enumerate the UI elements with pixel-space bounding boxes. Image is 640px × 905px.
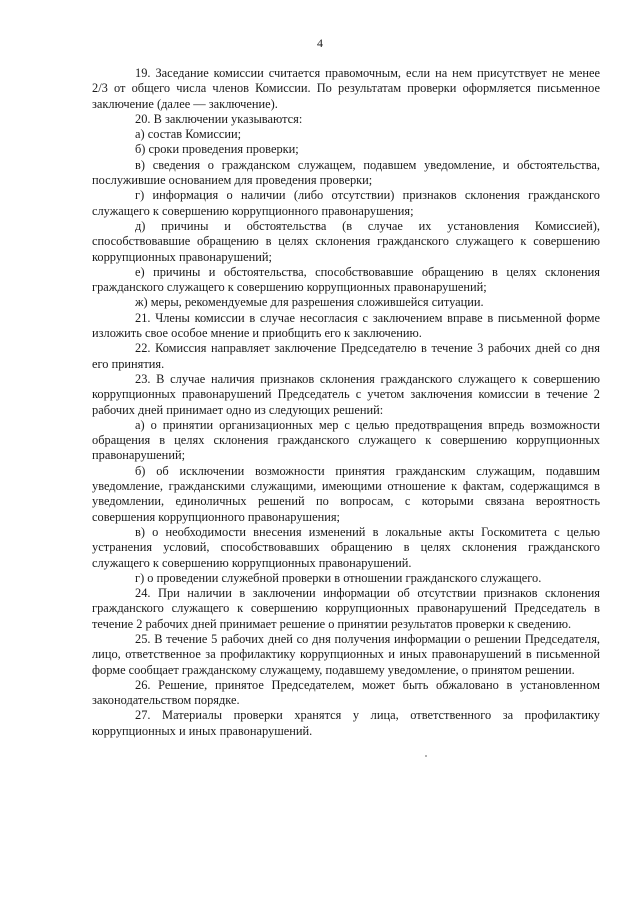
clause-20-item-v: в) сведения о гражданском служащем, подавшем уведомление, и обстоятельства, послужившие основанием для проведения проверки; [92,157,600,188]
clause-20-item-e: е) причины и обстоятельства, способствовавшие обращению в целях склонения гражданского служащего к совершению коррупционных правонарушений; [92,264,600,295]
clause-20-item-d: д) причины и обстоятельства (в случае их установления Комиссией), способствовавшие обращению в целях склонения гражданского служащего к совершению коррупционных правонарушений; [92,218,600,264]
clause-25: 25. В течение 5 рабочих дней со дня получения информации о решении Председателя, лицо, ответственное за профилактику коррупционных и иных правонарушений в письменной форме сообщает гражданскому служащему, подавшему уведомление, о принятом решении. [92,631,600,677]
clause-23-item-b: б) об исключении возможности принятия гражданским служащим, подавшим уведомление, гражданскими служащими, имеющими отношение к фактам, содержащимся в уведомлении, единоличных решений по вопросам, с которыми связана вероятность совершения коррупционного правонарушения; [92,463,600,524]
clause-23: 23. В случае наличия признаков склонения гражданского служащего к совершению коррупционных правонарушений Председатель с учетом заключения комиссии в течение 2 рабочих дней принимает одно из следующих решений: [92,371,600,417]
clause-19: 19. Заседание комиссии считается правомочным, если на нем присутствует не менее 2/3 от общего числа членов Комиссии. По результатам проверки оформляется письменное заключение (далее — заключение). [92,66,600,111]
clause-22: 22. Комиссия направляет заключение Председателю в течение 3 рабочих дней со дня его принятия. [92,341,600,371]
clause-21: 21. Члены комиссии в случае несогласия с заключением вправе в письменной форме изложить свое особое мнение и приобщить его к заключению. [92,310,600,341]
clause-27: 27. Материалы проверки хранятся у лица, ответственного за профилактику коррупционных и иных правонарушений. [92,708,600,738]
document-body [92,66,600,739]
clause-20-item-g: г) информация о наличии (либо отсутствии) признаков склонения гражданского служащего к совершению коррупционного правонарушения; [92,188,600,218]
page-number: 4 [317,36,323,50]
clause-20: 20. В заключении указываются: [135,111,303,126]
clause-23-item-g: г) о проведении служебной проверки в отношении гражданского служащего. [135,570,542,585]
scan-speck [425,755,427,757]
clause-26: 26. Решение, принятое Председателем, может быть обжаловано в установленном законодательством порядке. [92,677,600,708]
clause-24: 24. При наличии в заключении информации об отсутствии признаков склонения гражданского служащего к совершению коррупционных правонарушений Председатель в течение 2 рабочих дней принимает решение о принятии результатов проверки к сведению. [92,586,600,631]
clause-23-item-v: в) о необходимости внесения изменений в локальные акты Госкомитета с целью устранения условий, способствовавших обращению в целях склонения гражданского служащего к совершению коррупционных правонарушений. [92,524,600,570]
clause-20-item-b: б) сроки проведения проверки; [135,142,299,157]
clause-20-item-a: а) состав Комиссии; [135,127,242,142]
clause-20-item-zh: ж) меры, рекомендуемые для разрешения сложившейся ситуации. [135,295,484,310]
clause-23-item-a: а) о принятии организационных мер с целью предотвращения впредь возможности обращения в целях склонения гражданского служащего к совершению коррупционных правонарушений; [92,417,600,463]
